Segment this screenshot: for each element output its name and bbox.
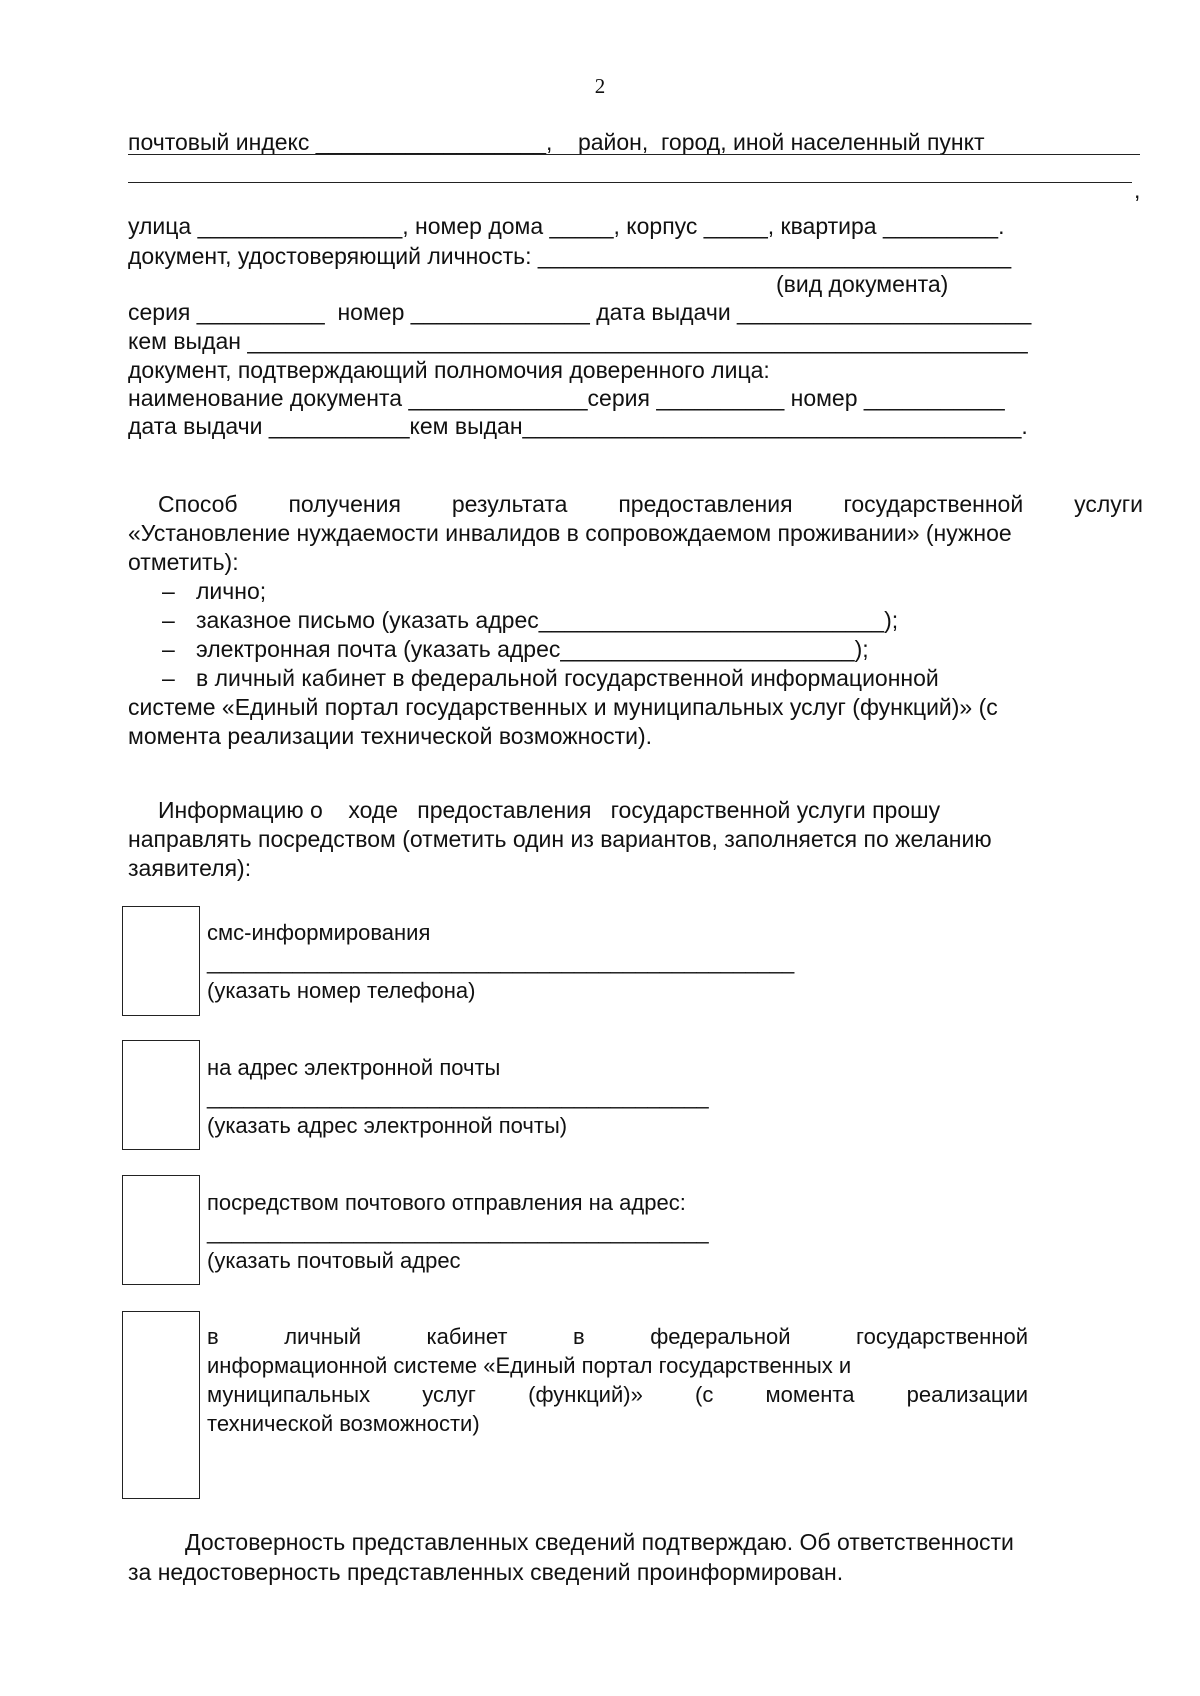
result-option-registered-letter	[162, 606, 1177, 634]
notification-intro: заявителя):	[128, 855, 252, 881]
sms-checkbox[interactable]	[122, 906, 200, 1016]
email-option-label: на адрес электронной почты	[207, 1055, 501, 1080]
result-method-intro: Способ получения результата предоставления государственной услуги	[158, 491, 1143, 517]
option-label: электронная почта (указать адрес_______________________);	[196, 636, 869, 662]
portal-option-line: информационной системе «Единый портал государственных и	[207, 1353, 852, 1378]
postal-checkbox[interactable]	[122, 1175, 200, 1285]
result-method-intro: отметить):	[128, 549, 239, 575]
result-option-portal	[162, 664, 1177, 692]
sms-option-hint: (указать номер телефона)	[207, 978, 476, 1003]
confirmation-text: за недостоверность представленных сведений проинформирован.	[128, 1559, 844, 1585]
street-line: улица ________________, номер дома _____, корпус _____, квартира _________.	[128, 213, 1005, 239]
postal-address-line: почтовый индекс __________________, район, город, иной населенный пункт	[128, 129, 985, 155]
postal-address-blank[interactable]: _________________________________________	[207, 1219, 709, 1244]
portal-option-line: в личный кабинет в федеральной государственной	[207, 1324, 1028, 1349]
address-blank-line[interactable]	[128, 182, 1132, 183]
result-method-intro: «Установление нуждаемости инвалидов в сопровождаемом проживании» (нужное	[128, 520, 1012, 546]
sms-option-label: смс-информирования	[207, 920, 431, 945]
sms-phone-blank[interactable]: ________________________________________________	[207, 949, 795, 974]
option-label: в личный кабинет в федеральной государственной информационной	[196, 665, 939, 691]
option-label: заказное письмо (указать адрес___________________________);	[196, 607, 899, 633]
email-option-hint: (указать адрес электронной почты)	[207, 1113, 568, 1138]
notification-intro: Информацию о ходе предоставления государственной услуги прошу	[158, 797, 941, 823]
confirmation-text: Достоверность представленных сведений подтверждаю. Об ответственности	[185, 1529, 1014, 1555]
result-option-portal-cont: системе «Единый портал государственных и муниципальных услуг (функций)» (с	[128, 694, 998, 720]
authority-document-issue-line: дата выдачи ___________кем выдан_______________________________________.	[128, 413, 1028, 439]
dash-bullet: –	[162, 636, 175, 662]
identity-document-line: документ, удостоверяющий личность: _____________________________________	[128, 243, 1012, 269]
result-option-email	[162, 635, 1177, 663]
result-option-in-person	[162, 577, 1177, 605]
result-option-portal-cont: момента реализации технической возможности).	[128, 723, 653, 749]
dash-bullet: –	[162, 578, 175, 604]
dash-bullet: –	[162, 607, 175, 633]
notification-intro: направлять посредством (отметить один из вариантов, заполняется по желанию	[128, 826, 992, 852]
dash-bullet: –	[162, 665, 175, 691]
portal-option-line: технической возможности)	[207, 1411, 480, 1436]
portal-option-line: муниципальных услуг (функций)» (с момента реализации	[207, 1382, 1028, 1407]
address-blank-line[interactable]	[128, 154, 1140, 155]
postal-option-hint: (указать почтовый адрес	[207, 1248, 461, 1273]
option-label: лично;	[196, 578, 267, 604]
authority-document-name-line: наименование документа ______________серия __________ номер ___________	[128, 385, 1005, 411]
issued-by-line: кем выдан _____________________________________________________________	[128, 328, 1028, 354]
portal-checkbox[interactable]	[122, 1311, 200, 1499]
portal-option-label	[207, 1322, 1028, 1438]
email-address-blank[interactable]: _________________________________________	[207, 1084, 709, 1109]
document-type-caption: (вид документа)	[776, 271, 949, 297]
email-checkbox[interactable]	[122, 1040, 200, 1150]
authority-document-heading: документ, подтверждающий полномочия доверенного лица:	[128, 357, 770, 383]
series-number-date-line: серия __________ номер ______________ дата выдачи _______________________	[128, 299, 1032, 325]
postal-option-label: посредством почтового отправления на адрес:	[207, 1190, 686, 1215]
page-number: 2	[594, 74, 606, 98]
address-comma: ,	[1134, 177, 1141, 203]
